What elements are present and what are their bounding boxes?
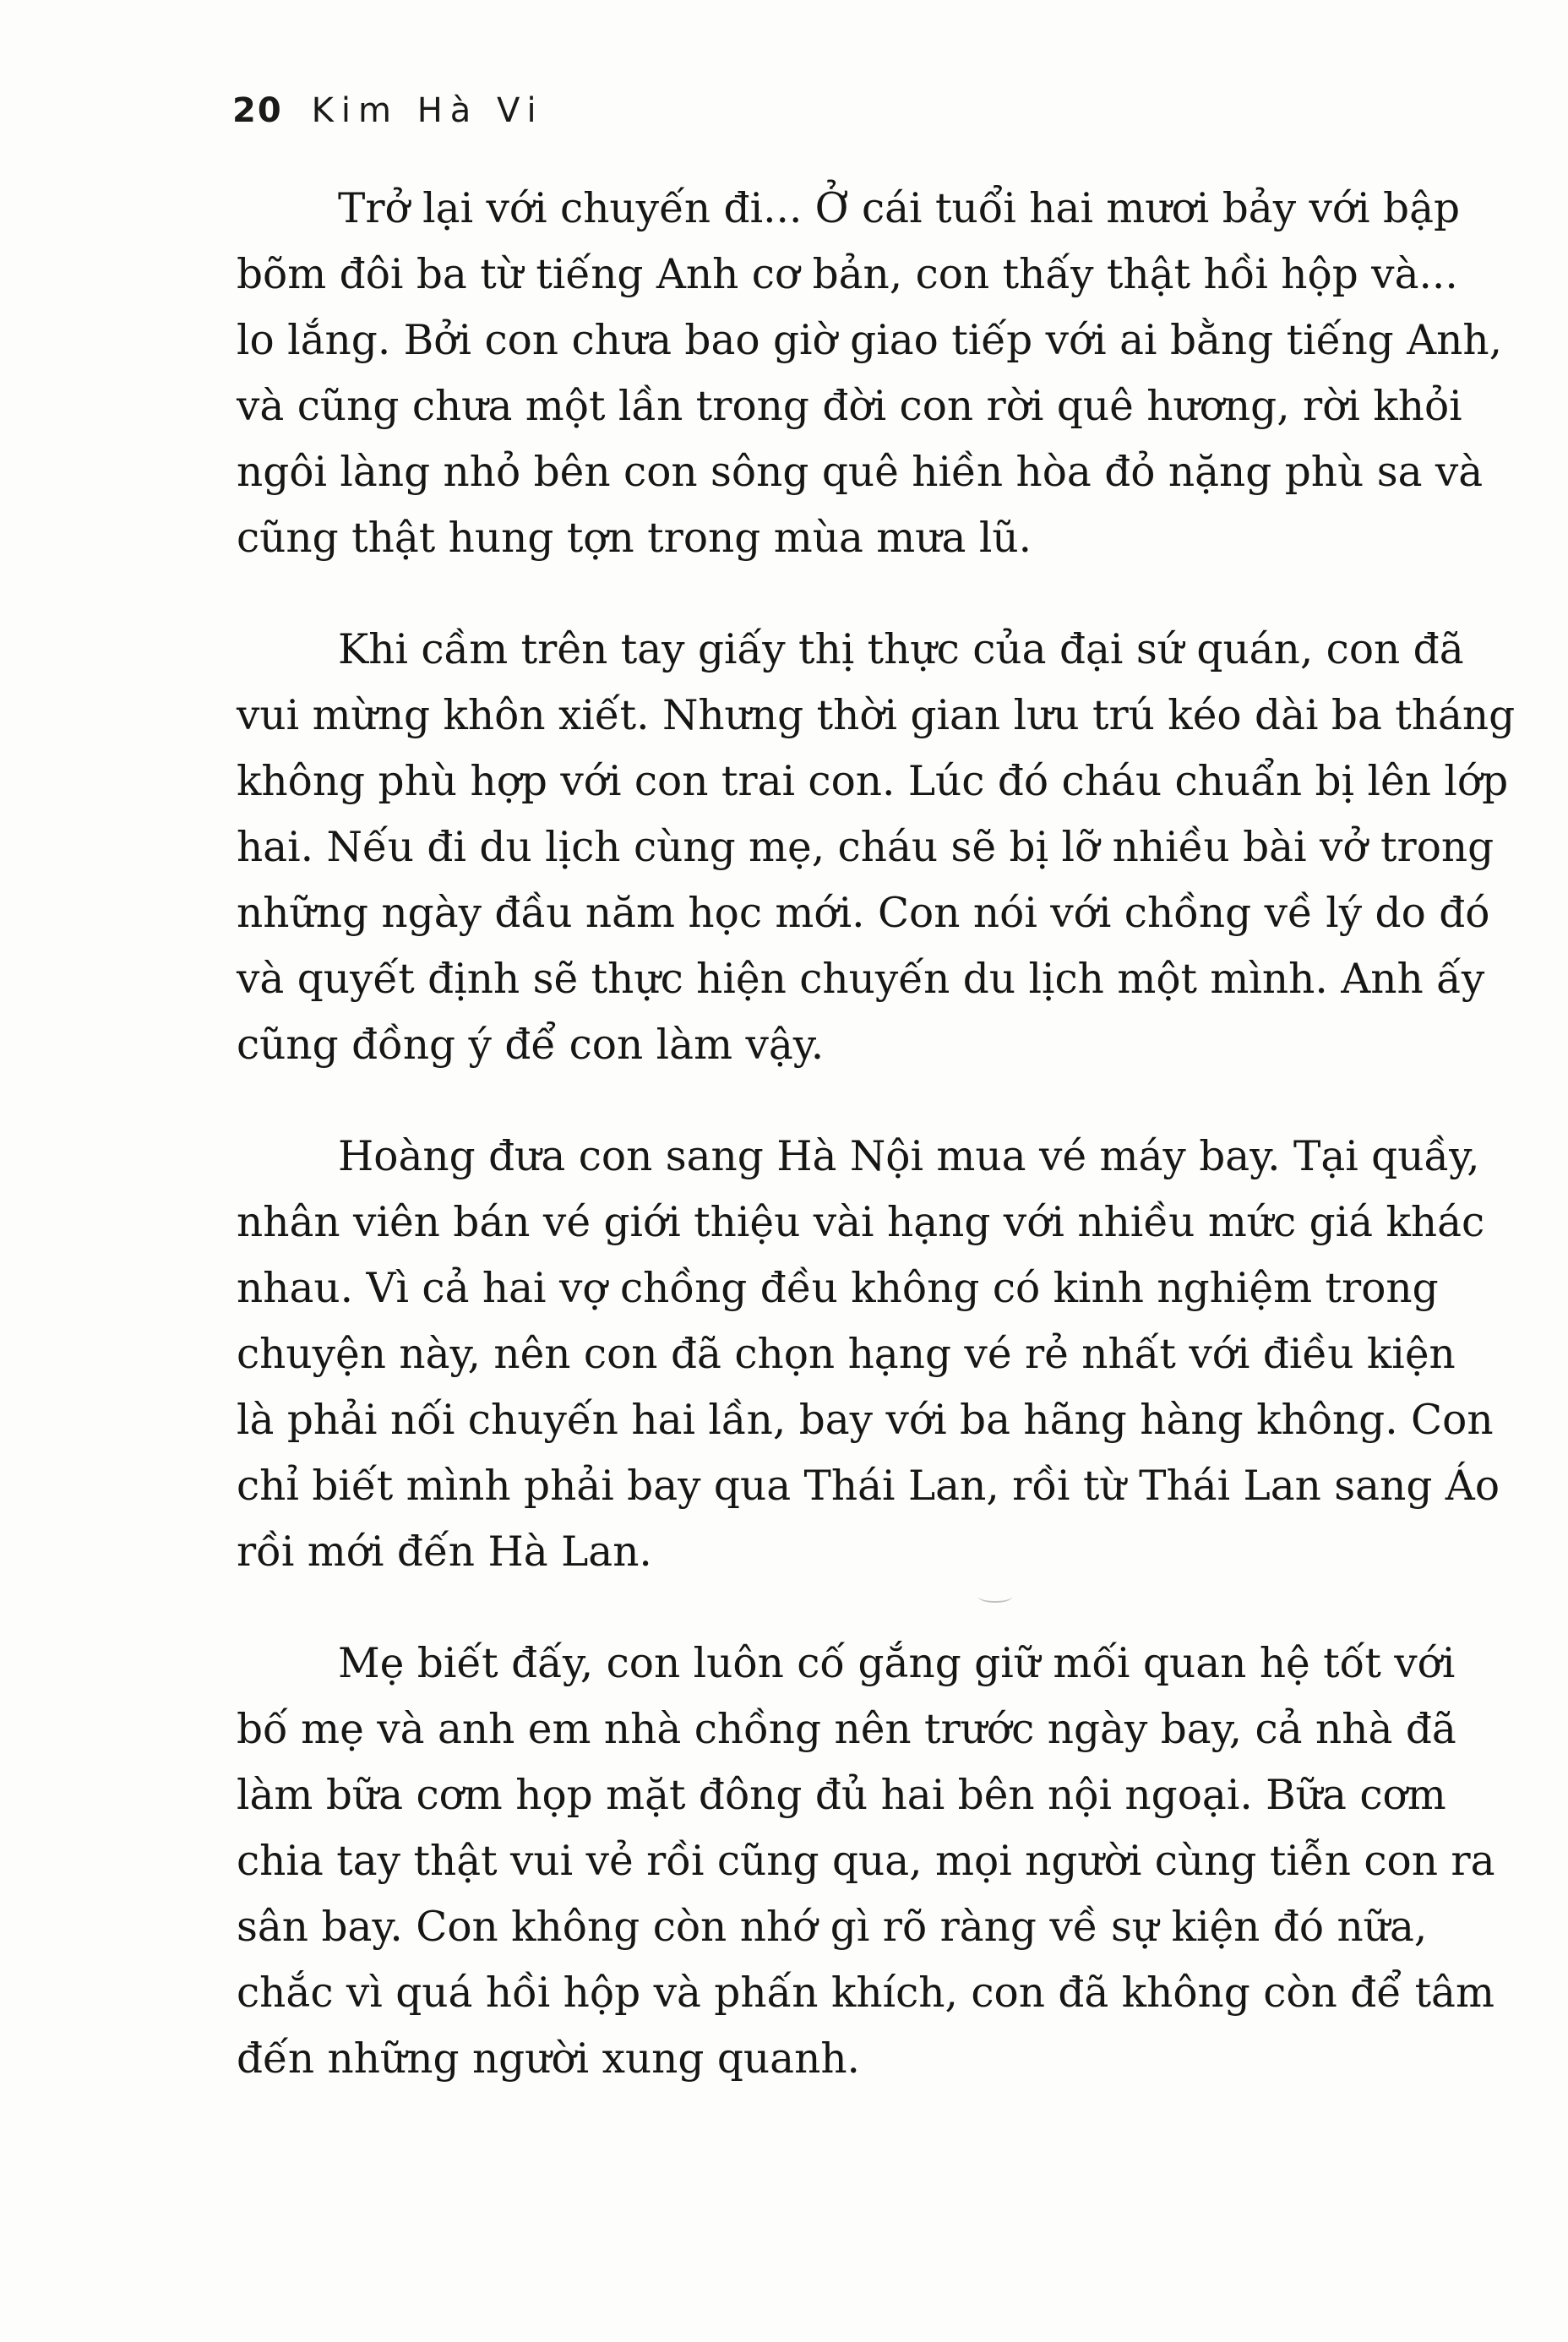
text-line: bõm đôi ba từ tiếng Anh cơ bản, con thấy thật hồi hộp và... xyxy=(237,251,1458,298)
text-line: hai. Nếu đi du lịch cùng mẹ, cháu sẽ bị lỡ nhiều bài vở trong xyxy=(237,824,1494,871)
text-line: chắc vì quá hồi hộp và phấn khích, con đã không còn để tâm xyxy=(237,1969,1494,2017)
text-line: làm bữa cơm họp mặt đông đủ hai bên nội ngoại. Bữa cơm xyxy=(237,1772,1446,1819)
text-line: Khi cầm trên tay giấy thị thực của đại sứ quán, con đã xyxy=(338,626,1464,673)
text-line: Mẹ biết đấy, con luôn cố gắng giữ mối quan hệ tốt với xyxy=(338,1640,1456,1687)
text-line: cũng thật hung tợn trong mùa mưa lũ. xyxy=(237,515,1032,562)
paragraph xyxy=(237,617,1516,1078)
paragraph xyxy=(237,1124,1500,1585)
text-line: chỉ biết mình phải bay qua Thái Lan, rồi từ Thái Lan sang Áo xyxy=(237,1462,1500,1510)
text-line: nhau. Vì cả hai vợ chồng đều không có kinh nghiệm trong xyxy=(237,1265,1439,1312)
running-header xyxy=(232,91,544,130)
text-line: ngôi làng nhỏ bên con sông quê hiền hòa đỏ nặng phù sa và xyxy=(237,449,1484,496)
paragraph xyxy=(237,176,1503,571)
text-line: lo lắng. Bởi con chưa bao giờ giao tiếp với ai bằng tiếng Anh, xyxy=(237,317,1503,364)
text-line: chia tay thật vui vẻ rồi cũng qua, mọi người cùng tiễn con ra xyxy=(237,1838,1495,1885)
text-line: bố mẹ và anh em nhà chồng nên trước ngày bay, cả nhà đã xyxy=(237,1706,1456,1753)
text-line: là phải nối chuyến hai lần, bay với ba hãng hàng không. Con xyxy=(237,1397,1494,1444)
text-line: sân bay. Con không còn nhớ gì rõ ràng về sự kiện đó nữa, xyxy=(237,1904,1428,1951)
text-line: chuyện này, nên con đã chọn hạng vé rẻ nhất với điều kiện xyxy=(237,1331,1456,1378)
paragraph xyxy=(237,1631,1495,2092)
text-line: vui mừng khôn xiết. Nhưng thời gian lưu trú kéo dài ba tháng xyxy=(237,692,1516,739)
author-name: Kim Hà Vi xyxy=(311,91,544,130)
text-line: cũng đồng ý để con làm vậy. xyxy=(237,1021,825,1069)
text-line: nhân viên bán vé giới thiệu vài hạng với nhiều mức giá khác xyxy=(237,1199,1485,1246)
text-line: và quyết định sẽ thực hiện chuyến du lịch một mình. Anh ấy xyxy=(237,956,1485,1003)
text-line: và cũng chưa một lần trong đời con rời quê hương, rời khỏi xyxy=(237,383,1462,430)
text-line: Hoàng đưa con sang Hà Nội mua vé máy bay. Tại quầy, xyxy=(338,1133,1480,1180)
text-line: rồi mới đến Hà Lan. xyxy=(237,1528,652,1576)
text-line: không phù hợp với con trai con. Lúc đó cháu chuẩn bị lên lớp xyxy=(237,758,1509,805)
paper-mark xyxy=(978,1591,1012,1603)
text-line: đến những người xung quanh. xyxy=(237,2035,860,2083)
body-text xyxy=(237,176,1516,2138)
text-line: những ngày đầu năm học mới. Con nói với chồng về lý do đó xyxy=(237,890,1490,937)
page-number: 20 xyxy=(232,91,283,130)
text-line: Trở lại với chuyến đi... Ở cái tuổi hai mươi bảy với bập xyxy=(338,185,1461,232)
